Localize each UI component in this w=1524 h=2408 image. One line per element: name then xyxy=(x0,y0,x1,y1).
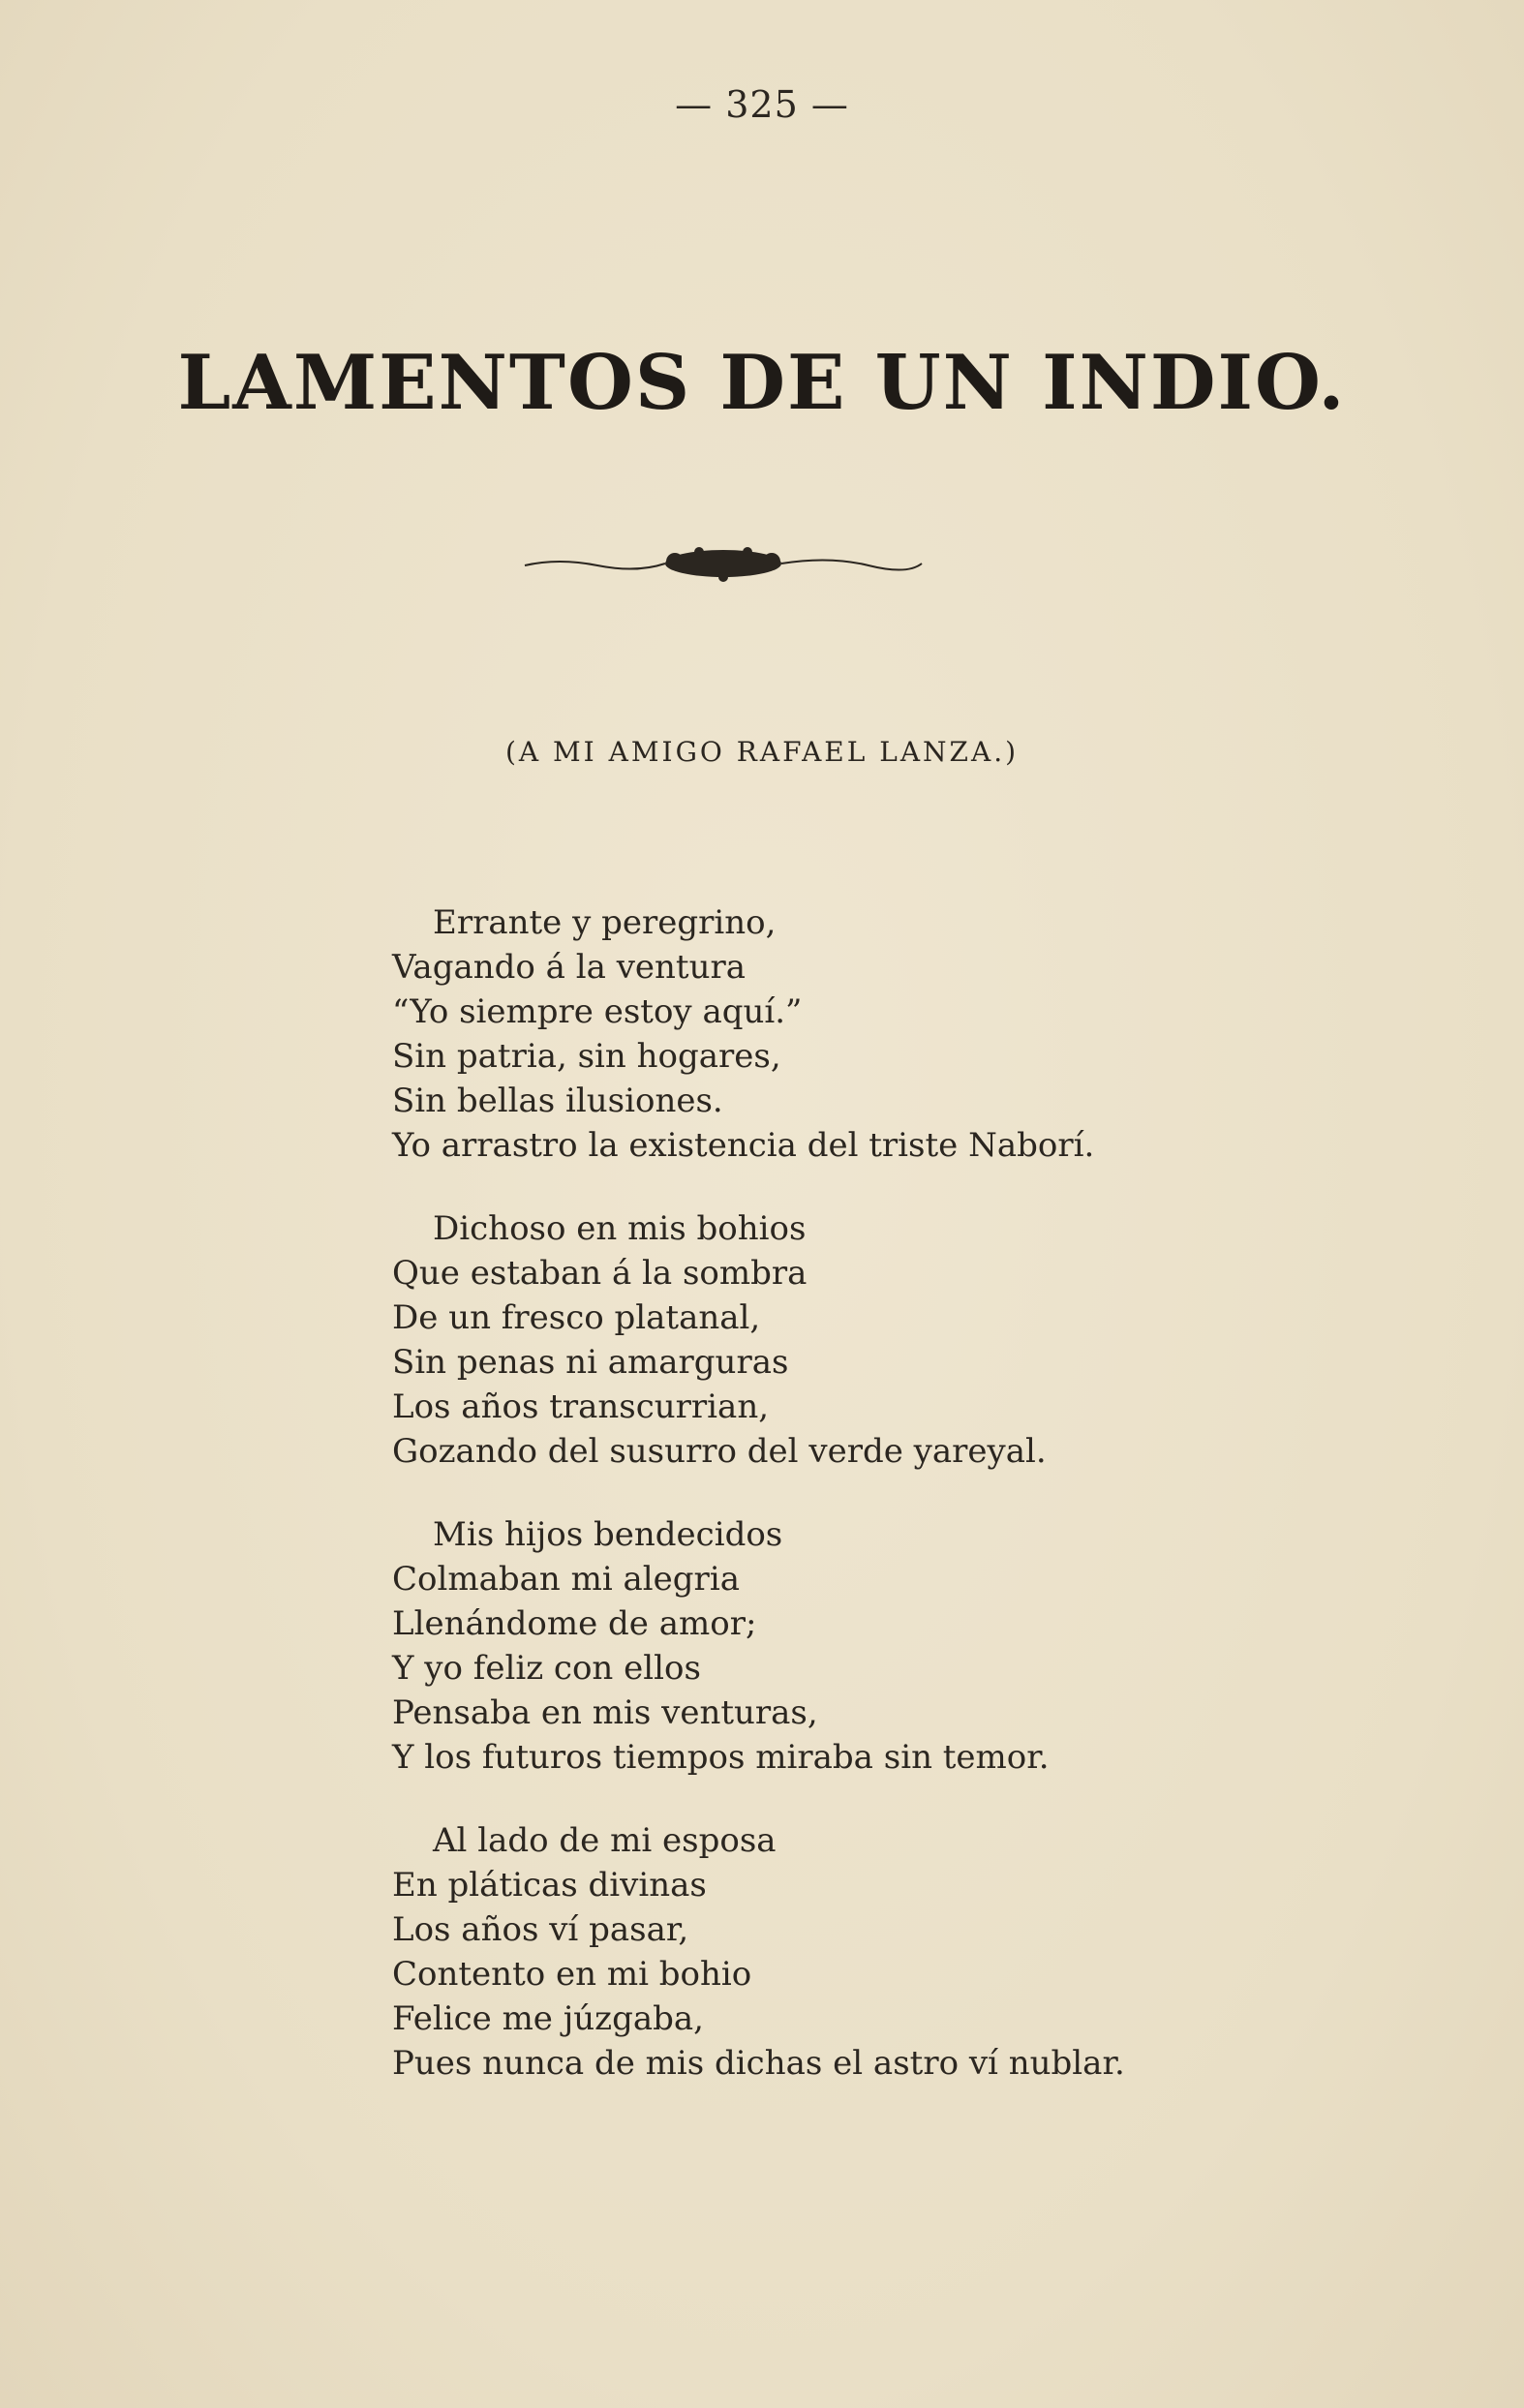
verse-line: “Yo siempre estoy aquí.” xyxy=(392,992,803,1031)
poem-title: LAMENTOS DE UN INDIO. xyxy=(177,339,1347,427)
verse-line: Vagando á la ventura xyxy=(392,948,747,987)
stanza xyxy=(392,1512,1264,1780)
stanza xyxy=(392,1818,1264,2086)
verse-line: De un fresco platanal, xyxy=(392,1298,761,1337)
verse-line: Llenándome de amor; xyxy=(392,1604,757,1643)
verse-line: Dichoso en mis bohios xyxy=(433,1209,807,1248)
verse-line: Felice me júzgaba, xyxy=(392,1999,704,2038)
dedication: (A MI AMIGO RAFAEL LANZA.) xyxy=(504,736,1020,768)
verse-line: Los años ví pasar, xyxy=(392,1910,689,1949)
stanza xyxy=(392,900,1264,1168)
poem-body xyxy=(392,900,1264,2124)
page-number: — 325 — xyxy=(675,83,849,126)
verse-line: Colmaban mi alegria xyxy=(392,1560,740,1599)
verse-line: Contento en mi bohio xyxy=(392,1955,752,1994)
verse-line: Al lado de mi esposa xyxy=(433,1821,777,1860)
verse-line: Que estaban á la sombra xyxy=(392,1254,808,1293)
verse-line: Errante y peregrino, xyxy=(433,903,777,942)
verse-line: Yo arrastro la existencia del triste Naborí. xyxy=(392,1126,1095,1165)
verse-line: Y yo feliz con ellos xyxy=(392,1649,701,1688)
decorative-divider-ornament xyxy=(520,538,927,587)
verse-line: En pláticas divinas xyxy=(392,1866,707,1905)
verse-line: Y los futuros tiempos miraba sin temor. xyxy=(392,1738,1050,1777)
verse-line: Sin bellas ilusiones. xyxy=(392,1082,723,1120)
verse-line: Pues nunca de mis dichas el astro ví nublar. xyxy=(392,2044,1125,2083)
verse-line: Gozando del susurro del verde yareyal. xyxy=(392,1432,1047,1471)
verse-line: Pensaba en mis venturas, xyxy=(392,1693,818,1732)
stanza xyxy=(392,1206,1264,1474)
verse-line: Los años transcurrian, xyxy=(392,1387,770,1426)
verse-line: Mis hijos bendecidos xyxy=(433,1515,783,1554)
verse-line: Sin penas ni amarguras xyxy=(392,1343,789,1382)
verse-line: Sin patria, sin hogares, xyxy=(392,1037,781,1076)
